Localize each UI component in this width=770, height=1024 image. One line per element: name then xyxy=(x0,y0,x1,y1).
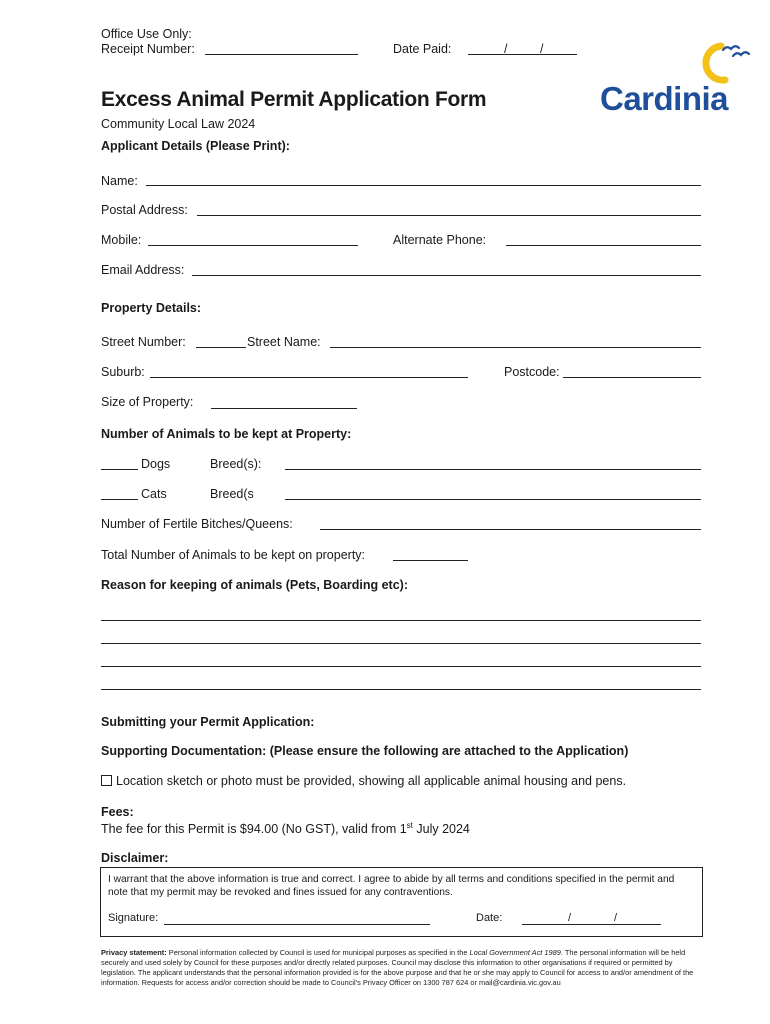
street-number-label: Street Number: xyxy=(101,335,186,349)
postcode-field[interactable] xyxy=(563,377,701,378)
reason-line[interactable] xyxy=(101,666,701,667)
mobile-label: Mobile: xyxy=(101,233,142,247)
fees-text xyxy=(101,821,470,836)
date-paid-field[interactable] xyxy=(468,54,577,55)
location-sketch-item xyxy=(101,774,626,788)
alternate-phone-field[interactable] xyxy=(506,245,701,246)
signature-field[interactable] xyxy=(164,924,430,925)
disclaimer-heading: Disclaimer: xyxy=(101,851,169,865)
suburb-label: Suburb: xyxy=(101,365,145,379)
receipt-number-label: Receipt Number: xyxy=(101,42,195,56)
submitting-heading: Submitting your Permit Application: xyxy=(101,715,315,729)
supporting-docs-heading: Supporting Documentation: (Please ensure the following are attached to the Application) xyxy=(101,744,629,758)
location-sketch-checkbox[interactable] xyxy=(101,775,112,786)
fees-text-end: July 2024 xyxy=(412,822,470,837)
postal-address-label: Postal Address: xyxy=(101,203,188,217)
date-separator: / xyxy=(614,912,618,924)
page-subtitle: Community Local Law 2024 xyxy=(101,117,256,131)
reason-line[interactable] xyxy=(101,689,701,690)
privacy-statement xyxy=(101,948,704,988)
disclaimer-date-label: Date: xyxy=(476,912,503,924)
fees-heading: Fees: xyxy=(101,805,134,819)
postcode-label: Postcode: xyxy=(504,365,560,379)
cardinia-logo-text: Cardinia xyxy=(600,80,729,117)
street-name-field[interactable] xyxy=(330,347,701,348)
street-number-field[interactable] xyxy=(196,347,246,348)
fertile-label: Number of Fertile Bitches/Queens: xyxy=(101,517,293,531)
property-size-field[interactable] xyxy=(211,408,357,409)
fertile-field[interactable] xyxy=(320,529,701,530)
reason-line[interactable] xyxy=(101,643,701,644)
location-sketch-text: Location sketch or photo must be provided, showing all applicable animal housing and pens. xyxy=(116,774,627,788)
disclaimer-date-field[interactable] xyxy=(522,924,661,925)
cats-label: Cats xyxy=(141,487,167,501)
dogs-label: Dogs xyxy=(141,457,171,471)
date-paid-label: Date Paid: xyxy=(393,42,452,56)
reason-heading: Reason for keeping of animals (Pets, Boarding etc): xyxy=(101,578,409,592)
reason-line[interactable] xyxy=(101,620,701,621)
office-use-label: Office Use Only: xyxy=(101,27,192,41)
privacy-act: Local Government Act 1989 xyxy=(469,948,561,957)
property-heading: Property Details: xyxy=(101,301,202,315)
name-field[interactable] xyxy=(146,185,701,186)
privacy-text: Personal information collected by Council is used for municipal purposes as specified in the xyxy=(166,948,470,957)
property-size-label: Size of Property: xyxy=(101,395,194,409)
cats-breed-field[interactable] xyxy=(285,499,701,500)
signature-label: Signature: xyxy=(108,912,159,924)
cats-breed-label: Breed(s xyxy=(210,487,254,501)
suburb-field[interactable] xyxy=(150,377,468,378)
animals-heading: Number of Animals to be kept at Property: xyxy=(101,427,352,441)
total-animals-field[interactable] xyxy=(393,560,468,561)
privacy-label: Privacy statement: xyxy=(101,948,167,957)
mobile-field[interactable] xyxy=(148,245,358,246)
dogs-breed-field[interactable] xyxy=(285,469,701,470)
alternate-phone-label: Alternate Phone: xyxy=(393,233,487,247)
dogs-breed-label: Breed(s): xyxy=(210,457,262,471)
name-label: Name: xyxy=(101,174,138,188)
cats-count-field[interactable] xyxy=(101,499,138,500)
email-label: Email Address: xyxy=(101,263,185,277)
disclaimer-text: I warrant that the above information is true and correct. I agree to abide by all terms and conditions specified in the permit and note that my permit may be revoked and fines issued for any contraventions. xyxy=(108,874,675,898)
date-separator: / xyxy=(568,912,572,924)
privacy-text-rest: . The personal information will be held securely and used solely by Council for these purposes and/or directly related purposes. Council may disclose this information to other organisations if required or permitted by legislation. The applicant understands that the personal information provided is for the above purpose and that he or she may apply to Council for access to and/or amendment of the information. Requests for access and/or correction should be made to Council's Privacy Officer on 1300 787 624 or mail@cardinia.vic.gov.au xyxy=(101,948,694,987)
page-title: Excess Animal Permit Application Form xyxy=(101,88,487,111)
date-separator: / xyxy=(540,42,544,56)
date-separator: / xyxy=(504,42,508,56)
email-field[interactable] xyxy=(192,275,701,276)
applicant-heading: Applicant Details (Please Print): xyxy=(101,139,290,153)
fees-text-main: The fee for this Permit is $94.00 (No GST), valid from 1 xyxy=(101,822,407,837)
total-animals-label: Total Number of Animals to be kept on property: xyxy=(101,548,366,562)
street-name-label: Street Name: xyxy=(247,335,321,349)
receipt-number-field[interactable] xyxy=(205,54,358,55)
postal-address-field[interactable] xyxy=(197,215,701,216)
fees-superscript: st xyxy=(406,821,413,830)
dogs-count-field[interactable] xyxy=(101,469,138,470)
